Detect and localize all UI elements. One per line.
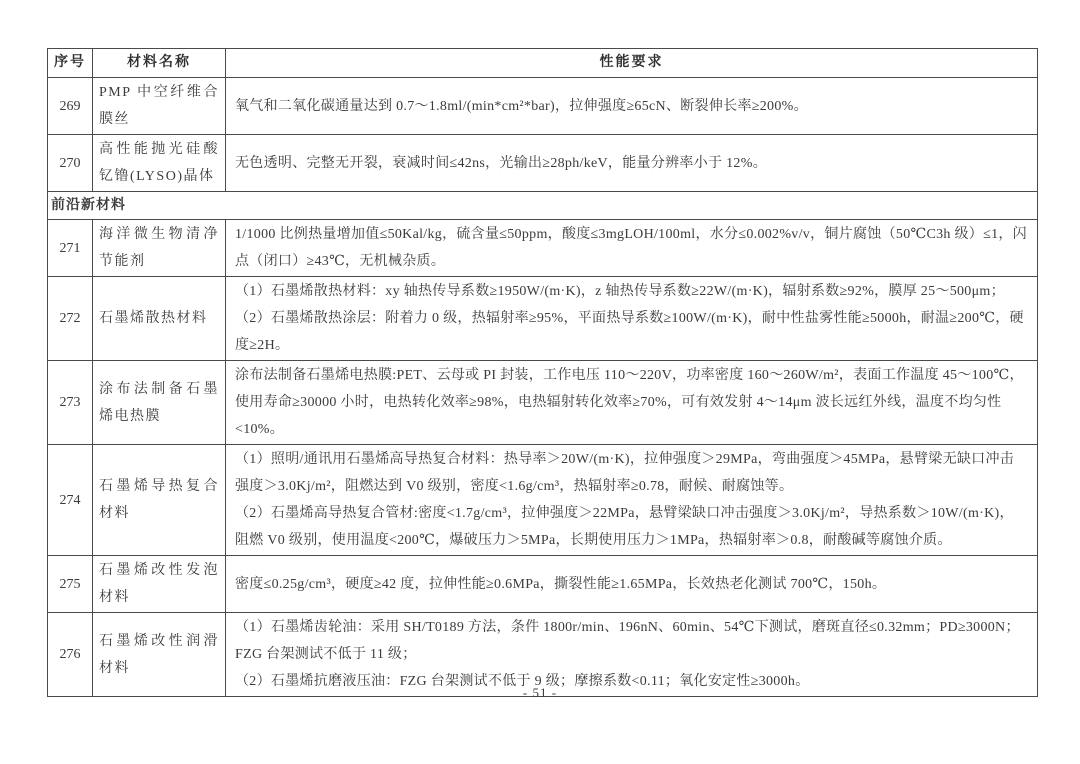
cell-serial-number: 275 xyxy=(48,556,93,613)
cell-material-name: 石墨烯改性发泡材料 xyxy=(93,556,226,613)
requirement-paragraph: （2）石墨烯散热涂层：附着力 0 级，热辐射率≥95%，平面热导系数≥100W/(m·K)，耐中性盐雾性能≥5000h，耐温≥200℃，硬度≥2H。 xyxy=(235,311,1024,353)
requirement-paragraph: （1）石墨烯齿轮油：采用 SH/T0189 方法，条件 1800r/min、196nN、60min、54℃下测试，磨斑直径≤0.32mm；PD≥3000N；FZG 台架测试不低于 11 级； xyxy=(235,620,1020,662)
cell-serial-number: 272 xyxy=(48,277,93,361)
table-body xyxy=(48,78,1038,697)
cell-serial-number: 276 xyxy=(48,613,93,697)
cell-material-name: 涂布法制备石墨烯电热膜 xyxy=(93,361,226,445)
cell-requirements xyxy=(226,220,1038,277)
table-row xyxy=(48,277,1038,361)
table-row xyxy=(48,220,1038,277)
table-row xyxy=(48,78,1038,135)
table-row xyxy=(48,361,1038,445)
table-row xyxy=(48,613,1038,697)
cell-requirements xyxy=(226,135,1038,192)
header-row xyxy=(48,49,1038,78)
requirement-paragraph: 无色透明、完整无开裂，衰减时间≤42ns，光输出≥28ph/keV，能量分辨率小于 12%。 xyxy=(235,155,767,171)
requirement-paragraph: 密度≤0.25g/cm³，硬度≥42 度，拉伸性能≥0.6MPa，撕裂性能≥1.65MPa，长效热老化测试 700℃，150h。 xyxy=(235,576,887,592)
header-cell-serial-number: 序号 xyxy=(48,49,93,78)
cell-material-name: 石墨烯导热复合材料 xyxy=(93,445,226,556)
cell-requirements xyxy=(226,78,1038,135)
table-row xyxy=(48,556,1038,613)
requirement-paragraph: 氧气和二氧化碳通量达到 0.7～1.8ml/(min*cm²*bar)，拉伸强度≥65cN、断裂伸长率≥200%。 xyxy=(235,98,808,114)
section-row xyxy=(48,192,1038,220)
cell-serial-number: 270 xyxy=(48,135,93,192)
cell-requirements xyxy=(226,361,1038,445)
page-number: - 51 - xyxy=(522,685,558,700)
cell-requirements xyxy=(226,556,1038,613)
cell-serial-number: 269 xyxy=(48,78,93,135)
header-cell-material-name: 材料名称 xyxy=(93,49,226,78)
cell-material-name: 高性能抛光硅酸钇镥(LYSO)晶体 xyxy=(93,135,226,192)
requirement-paragraph: 1/1000 比例热量增加值≤50Kal/kg，硫含量≤50ppm，酸度≤3mgLOH/100ml，水分≤0.002%v/v，铜片腐蚀（50℃C3h 级）≤1，闪点（闭口）≥43℃，无机械杂质。 xyxy=(235,227,1027,269)
requirement-paragraph: （1）石墨烯散热材料：xy 轴热传导系数≥1950W/(m·K)，z 轴热传导系数≥22W/(m·K)，辐射系数≥92%，膜厚 25～500μm； xyxy=(235,284,1005,299)
cell-requirements xyxy=(226,445,1038,556)
materials-table xyxy=(47,48,1038,697)
cell-requirements xyxy=(226,613,1038,697)
section-label: 前沿新材料 xyxy=(48,192,1038,220)
cell-material-name: 石墨烯散热材料 xyxy=(93,277,226,361)
header-cell-requirements: 性能要求 xyxy=(226,49,1038,78)
requirement-paragraph: 涂布法制备石墨烯电热膜:PET、云母或 PI 封装，工作电压 110～220V，功率密度 160～260W/m²，表面工作温度 45～100℃，使用寿命≥30000 小时，电热转化效率≥98%，电热辐射转化效率≥70%，可有效发射 4～14μm 波长远红外线，温度不均匀性<10%。 xyxy=(235,368,1024,437)
requirement-paragraph: （2）石墨烯抗磨液压油：FZG 台架测试不低于 9 级；摩擦系数<0.11；氧化安定性≥3000h。 xyxy=(235,674,810,689)
cell-serial-number: 271 xyxy=(48,220,93,277)
cell-serial-number: 274 xyxy=(48,445,93,556)
cell-requirements xyxy=(226,277,1038,361)
table-row xyxy=(48,135,1038,192)
requirement-paragraph: （2）石墨烯高导热复合管材:密度<1.7g/cm³，拉伸强度＞22MPa，悬臂梁缺口冲击强度＞3.0Kj/m²，导热系数＞10W/(m·K)，阻燃 V0 级别，使用温度<200℃，爆破压力＞5MPa，长期使用压力＞1MPa，热辐射率＞0.8，耐酸碱等腐蚀介质。 xyxy=(235,506,1014,548)
table-row xyxy=(48,445,1038,556)
cell-material-name: 海洋微生物清净节能剂 xyxy=(93,220,226,277)
requirement-paragraph: （1）照明/通讯用石墨烯高导热复合材料：热导率＞20W/(m·K)，拉伸强度＞29MPa，弯曲强度＞45MPa，悬臂梁无缺口冲击强度＞3.0Kj/m²，阻燃达到 V0 级别，密度<1.6g/cm³，热辐射率≥0.78，耐候、耐腐蚀等。 xyxy=(235,452,1015,494)
cell-material-name: PMP 中空纤维合膜丝 xyxy=(93,78,226,135)
cell-serial-number: 273 xyxy=(48,361,93,445)
cell-material-name: 石墨烯改性润滑材料 xyxy=(93,613,226,697)
